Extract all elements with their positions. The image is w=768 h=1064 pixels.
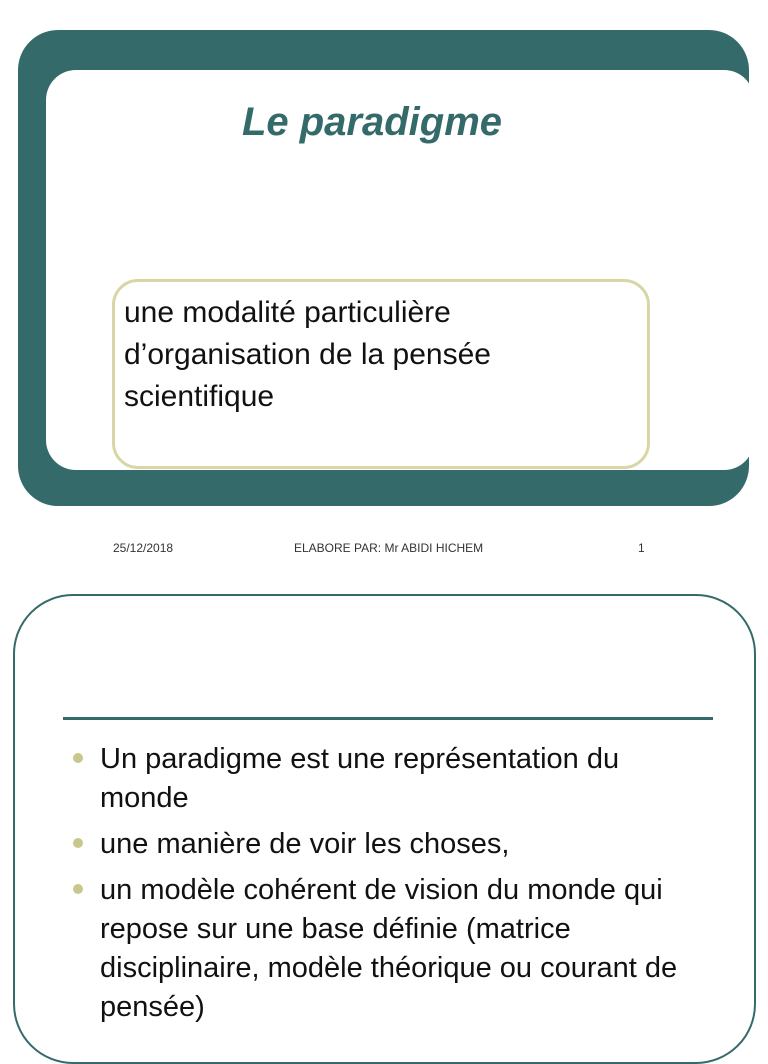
bullet-item <box>72 740 712 818</box>
subtitle-line-1: une modalité particulière <box>124 296 451 329</box>
bullet-dot-icon <box>73 753 83 763</box>
subtitle-line-3: scientifique <box>124 380 275 413</box>
footer-page-number: 1 <box>638 541 645 555</box>
subtitle-line-2: d’organisation de la pensée <box>124 338 491 371</box>
bullet-text: Un paradigme est une représentation du monde <box>100 743 620 814</box>
subtitle-line <box>124 292 631 418</box>
bullet-dot-icon <box>73 838 83 848</box>
bullet-text: une manière de voir les choses, <box>100 828 510 860</box>
footer-author: ELABORE PAR: Mr ABIDI HICHEM <box>294 541 484 555</box>
bullet-dot-icon <box>73 884 83 894</box>
bullet-list <box>72 740 712 1034</box>
bullet-text: un modèle cohérent de vision du monde qui repose sur une base définie (matrice disciplinaire, modèle théorique ou courant de pensée) <box>100 874 678 1023</box>
subtitle-box <box>112 279 650 469</box>
bullet-item <box>72 825 712 864</box>
footer-date: 25/12/2018 <box>113 541 174 555</box>
title-divider <box>63 717 713 720</box>
slide-title: Le paradigme <box>241 100 503 144</box>
bullet-item <box>72 871 712 1027</box>
